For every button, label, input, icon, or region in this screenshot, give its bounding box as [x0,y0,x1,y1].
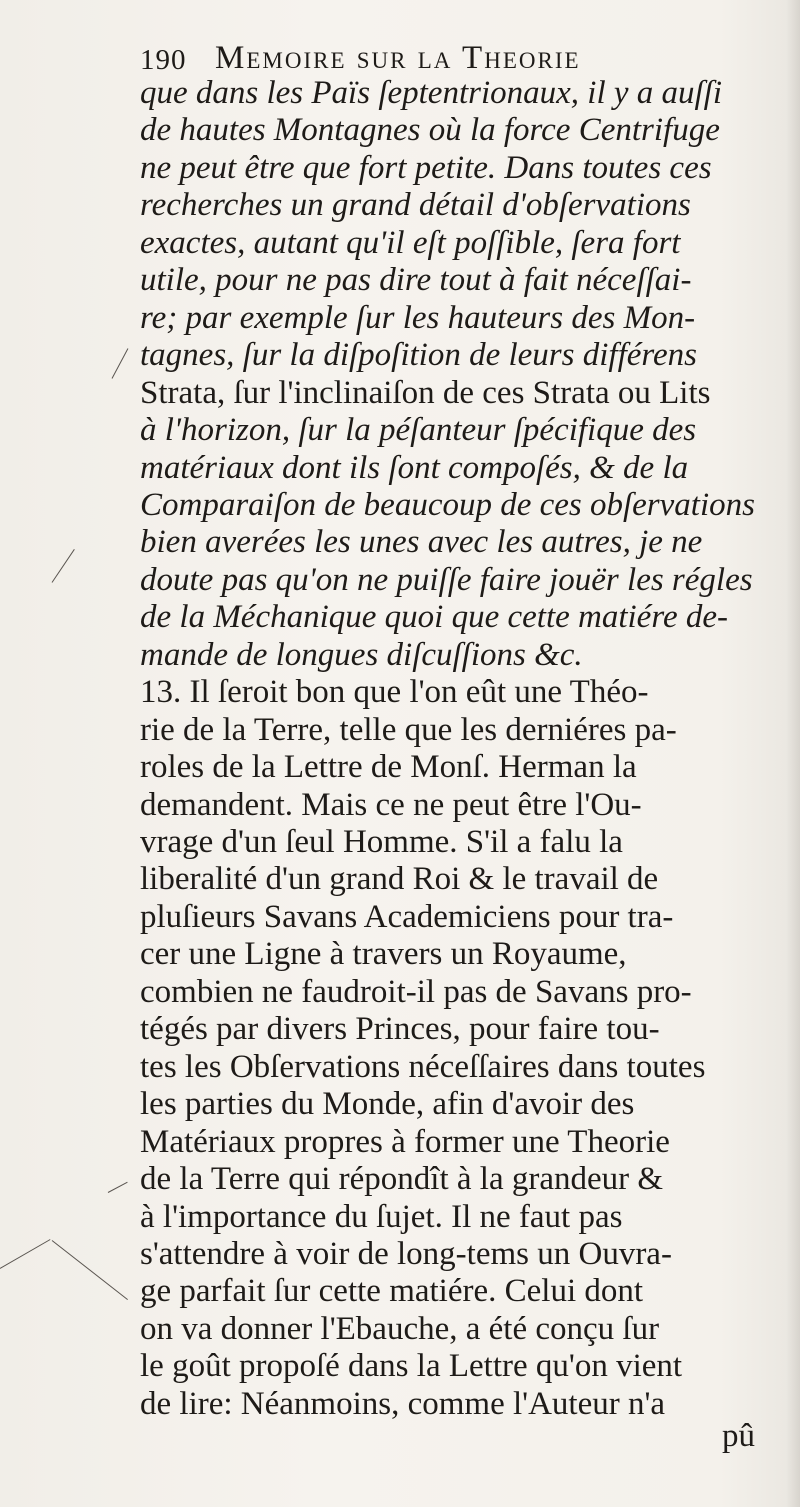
text-line: on va donner l'Ebauche, a été conçu ſur [140,1310,660,1347]
margin-pen-mark [112,348,129,378]
text-line: matériaux dont ils ſont compoſés, & de la [140,449,689,486]
text-line: utile, pour ne pas dire tout à fait néceſſai- [140,262,692,299]
page-gutter-shadow [786,0,800,1507]
margin-pen-mark [52,1240,128,1300]
text-line: combien ne faudroit-il pas de Savans pro- [140,973,692,1010]
text-line: Comparaiſon de beaucoup de ces obſervations [140,486,755,523]
text-line: que dans les Païs ſeptentrionaux, il y a auſſi [140,75,723,111]
text-line: liberalité d'un grand Roi & le travail de [140,861,659,898]
text-line: à l'importance du ſujet. Il ne faut pas [140,1198,623,1235]
text-line: les parties du Monde, afin d'avoir des [140,1086,635,1123]
page-number: 190 [140,44,187,76]
text-line: pluſieurs Savans Academiciens pour tra- [140,898,674,935]
text-line: ge parfait ſur cette matiére. Celui dont [140,1273,644,1310]
text-line: mande de longues diſcuſſions &c. [140,636,583,673]
text-line: tes les Obſervations néceſſaires dans toutes [140,1048,706,1085]
text-line: Strata, ſur l'inclinaiſon de ces Strata ou Lits [140,374,711,411]
text-line: de hautes Montagnes où la force Centrifuge [140,112,720,149]
text-line: 13. Il ſeroit bon que l'on eût une Théo- [140,674,649,711]
text-line: Matériaux propres à former une Theorie [140,1123,670,1160]
text-line: de la Terre qui répondît à la grandeur & [140,1161,664,1198]
running-title: Memoire sur la Theorie [215,40,581,76]
text-line: cer une Ligne à travers un Royaume, [140,936,627,973]
text-line: à l'horizon, ſur la péſanteur ſpécifique des [140,412,697,449]
catchword: pû [722,1418,755,1454]
text-line: de la Méchanique quoi que cette matiére de- [140,599,728,636]
text-line: bien averées les unes avec les autres, je ne [140,524,703,561]
text-line: rie de la Terre, telle que les derniéres pa- [140,711,677,748]
text-line: demandent. Mais ce ne peut être l'Ou- [140,786,642,823]
text-line: tagnes, ſur la diſpoſition de leurs différens [140,337,698,374]
text-line: recherches un grand détail d'obſervations [140,187,691,224]
margin-pen-mark [0,1239,50,1269]
text-line: doute pas qu'on ne puiſſe faire jouër les régles [140,561,753,598]
text-line: s'attendre à voir de long-tems un Ouvra- [140,1235,672,1272]
margin-pen-mark [108,1182,128,1193]
text-line: vrage d'un ſeul Homme. S'il a falu la [140,824,623,860]
text-line: roles de la Lettre de Monſ. Herman la [140,749,637,786]
text-line: exactes, autant qu'il eſt poſſible, ſera fort [140,224,681,261]
margin-pen-mark [52,549,75,583]
text-line: tégés par divers Princes, pour faire tou- [140,1011,660,1048]
text-line: le goût propoſé dans la Lettre qu'on vient [140,1348,683,1385]
text-line: re; par exemple ſur les hauteurs des Mon- [140,299,696,336]
text-line: ne peut être que fort petite. Dans toutes ces [140,149,712,186]
text-line: de lire: Néanmoins, comme l'Auteur n'a [140,1385,666,1422]
